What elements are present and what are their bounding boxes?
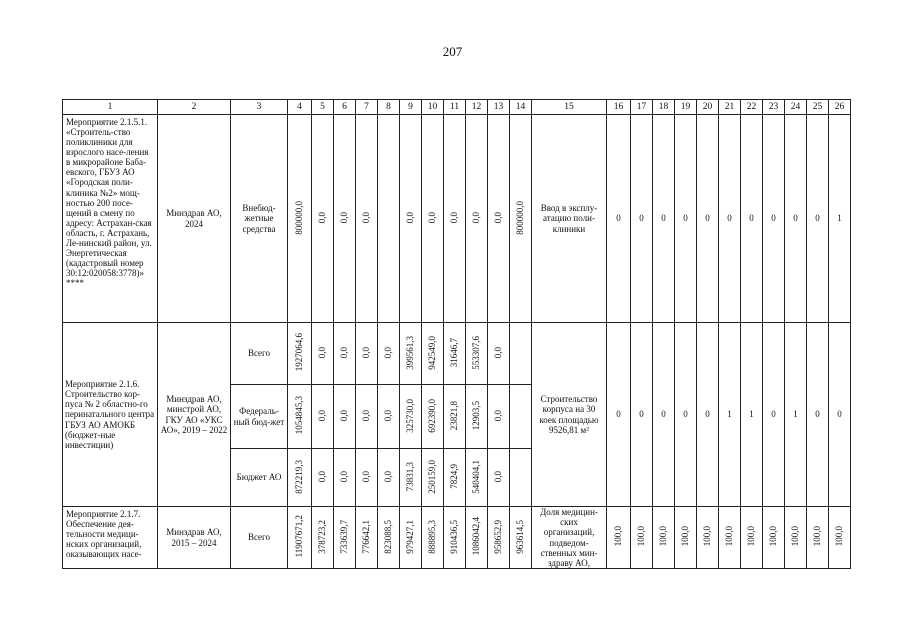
- page-number: 207: [442, 44, 463, 59]
- header-cell: 3: [231, 100, 288, 115]
- value-cell: 823088,5: [378, 507, 400, 569]
- year-cell: 0: [675, 323, 697, 507]
- year-cell: 0: [631, 323, 653, 507]
- value-cell: 0,0: [334, 449, 356, 507]
- value-cell: 0,0: [312, 449, 334, 507]
- value-cell: 0,0: [378, 385, 400, 449]
- value-cell: 0,0: [334, 385, 356, 449]
- year-cell: 0: [807, 323, 829, 507]
- header-cell: 1: [63, 100, 158, 115]
- value-cell: 0,0: [378, 323, 400, 385]
- header-cell: 9: [400, 100, 422, 115]
- source-cell: Всего: [231, 323, 288, 385]
- value-cell: 0,0: [444, 115, 466, 323]
- year-cell: 100,0: [785, 507, 807, 569]
- value-cell: 12903,5: [466, 385, 488, 449]
- value-cell: 553307,6: [466, 323, 488, 385]
- value-cell: 0,0: [356, 449, 378, 507]
- value-cell: 979427,1: [400, 507, 422, 569]
- value-cell: 31646,7: [444, 323, 466, 385]
- value-cell: 942549,0: [422, 323, 444, 385]
- year-cell: 0: [607, 115, 631, 323]
- header-cell: 18: [653, 100, 675, 115]
- source-cell: Внебюд-жетные средства: [231, 115, 288, 323]
- header-row: [63, 100, 851, 115]
- year-cell: 0: [807, 115, 829, 323]
- header-cell: 13: [488, 100, 510, 115]
- year-cell: 100,0: [719, 507, 741, 569]
- header-cell: 15: [532, 100, 607, 115]
- value-cell: 872219,3: [288, 449, 312, 507]
- header-cell: 2: [158, 100, 231, 115]
- value-cell: [510, 449, 532, 507]
- value-cell: 0,0: [356, 323, 378, 385]
- value-cell: 11907671,2: [288, 507, 312, 569]
- value-cell: 7824,9: [444, 449, 466, 507]
- year-cell: 0: [763, 115, 785, 323]
- value-cell: 23821,8: [444, 385, 466, 449]
- header-cell: 16: [607, 100, 631, 115]
- year-cell: 100,0: [653, 507, 675, 569]
- header-cell: 12: [466, 100, 488, 115]
- year-cell: 0: [631, 115, 653, 323]
- value-cell: 888895,3: [422, 507, 444, 569]
- value-cell: 776642,1: [356, 507, 378, 569]
- value-cell: 73831,3: [400, 449, 422, 507]
- measure-cell: Мероприятие 2.1.5.1. «Строитель-ство поликлиники для взрослого насе-ления в микрорайоне Баба-евского, ГБУЗ АО «Городская поли-клиника №2» мощ-ностью 200 посе-щений в смену по адресу: Астрахан-ская область, г. Астрахань, Ле-нинский район, ул. Энергетическая (кадастровый номер 30:12:020058:3778)» ****: [63, 115, 158, 323]
- header-cell: 17: [631, 100, 653, 115]
- executor-cell: Минздрав АО, 2015 – 2024: [158, 507, 231, 569]
- header-cell: 26: [829, 100, 851, 115]
- header-cell: 5: [312, 100, 334, 115]
- value-cell: 0,0: [466, 115, 488, 323]
- executor-cell: Минздрав АО, 2024: [158, 115, 231, 323]
- program-table: [62, 99, 851, 569]
- header-cell: 21: [719, 100, 741, 115]
- value-cell: 800000,0: [288, 115, 312, 323]
- value-cell: 0,0: [312, 115, 334, 323]
- value-cell: 378723,2: [312, 507, 334, 569]
- value-cell: 0,0: [488, 449, 510, 507]
- year-cell: 0: [697, 323, 719, 507]
- value-cell: 0,0: [400, 115, 422, 323]
- value-cell: 1927064,6: [288, 323, 312, 385]
- year-cell: 0: [719, 115, 741, 323]
- header-cell: 20: [697, 100, 719, 115]
- year-cell: 0: [785, 115, 807, 323]
- value-cell: 0,0: [488, 323, 510, 385]
- table-row: [63, 323, 851, 385]
- header-cell: 19: [675, 100, 697, 115]
- year-cell: 0: [607, 323, 631, 507]
- table-row: [63, 507, 851, 569]
- value-cell: 0,0: [334, 323, 356, 385]
- indicator-cell: Строительство корпуса на 30 коек площадью 9526,81 м²: [532, 323, 607, 507]
- value-cell: 250159,0: [422, 449, 444, 507]
- source-cell: Бюджет АО: [231, 449, 288, 507]
- value-cell: 910436,5: [444, 507, 466, 569]
- year-cell: 1: [719, 323, 741, 507]
- year-cell: 0: [763, 323, 785, 507]
- year-cell: 0: [675, 115, 697, 323]
- header-cell: 22: [741, 100, 763, 115]
- year-cell: 100,0: [741, 507, 763, 569]
- value-cell: 325730,0: [400, 385, 422, 449]
- value-cell: 1054845,3: [288, 385, 312, 449]
- source-cell: Всего: [231, 507, 288, 569]
- header-cell: 11: [444, 100, 466, 115]
- header-cell: 23: [763, 100, 785, 115]
- year-cell: 100,0: [607, 507, 631, 569]
- header-cell: 8: [378, 100, 400, 115]
- header-cell: 7: [356, 100, 378, 115]
- value-cell: 0,0: [422, 115, 444, 323]
- value-cell: 0,0: [488, 115, 510, 323]
- value-cell: 0,0: [356, 115, 378, 323]
- year-cell: 100,0: [829, 507, 851, 569]
- year-cell: 100,0: [763, 507, 785, 569]
- value-cell: 399561,3: [400, 323, 422, 385]
- value-cell: 1086042,4: [466, 507, 488, 569]
- value-cell: 963614,5: [510, 507, 532, 569]
- year-cell: 1: [829, 115, 851, 323]
- indicator-cell: Ввод в эксплу-атацию поли-клиники: [532, 115, 607, 323]
- value-cell: 958652,9: [488, 507, 510, 569]
- year-cell: 0: [697, 115, 719, 323]
- value-cell: [378, 115, 400, 323]
- header-cell: 25: [807, 100, 829, 115]
- header-cell: 14: [510, 100, 532, 115]
- year-cell: 100,0: [631, 507, 653, 569]
- header-cell: 24: [785, 100, 807, 115]
- table-row: [63, 115, 851, 323]
- measure-cell: Мероприятие 2.1.7. Обеспечение дея-тельности медици-нских организаций, оказывающих насе-: [63, 507, 158, 569]
- year-cell: 1: [741, 323, 763, 507]
- value-cell: 0,0: [334, 115, 356, 323]
- header-cell: 6: [334, 100, 356, 115]
- value-cell: 540404,1: [466, 449, 488, 507]
- value-cell: 0,0: [312, 385, 334, 449]
- year-cell: 0: [829, 323, 851, 507]
- executor-cell: Минздрав АО, минстрой АО, ГКУ АО «УКС АО», 2019 – 2022: [158, 323, 231, 507]
- header-cell: 10: [422, 100, 444, 115]
- value-cell: 733639,7: [334, 507, 356, 569]
- value-cell: 0,0: [312, 323, 334, 385]
- year-cell: 0: [741, 115, 763, 323]
- value-cell: [510, 323, 532, 385]
- year-cell: 100,0: [807, 507, 829, 569]
- year-cell: 1: [785, 323, 807, 507]
- year-cell: 100,0: [675, 507, 697, 569]
- header-cell: 4: [288, 100, 312, 115]
- source-cell: Федераль-ный бюд-жет: [231, 385, 288, 449]
- value-cell: 0,0: [356, 385, 378, 449]
- measure-cell: Мероприятие 2.1.6. Строительство кор-пуса № 2 областно-го перинатального центра ГБУЗ АО АМОКБ (бюджет-ные инвестиции): [63, 323, 158, 507]
- value-cell: 0,0: [488, 385, 510, 449]
- value-cell: [510, 385, 532, 449]
- year-cell: 0: [653, 323, 675, 507]
- value-cell: 800000,0: [510, 115, 532, 323]
- year-cell: 100,0: [697, 507, 719, 569]
- indicator-cell: Доля медицин-ских организаций, подведом-ственных мин-здраву АО,: [532, 507, 607, 569]
- year-cell: 0: [653, 115, 675, 323]
- value-cell: 0,0: [378, 449, 400, 507]
- value-cell: 692390,0: [422, 385, 444, 449]
